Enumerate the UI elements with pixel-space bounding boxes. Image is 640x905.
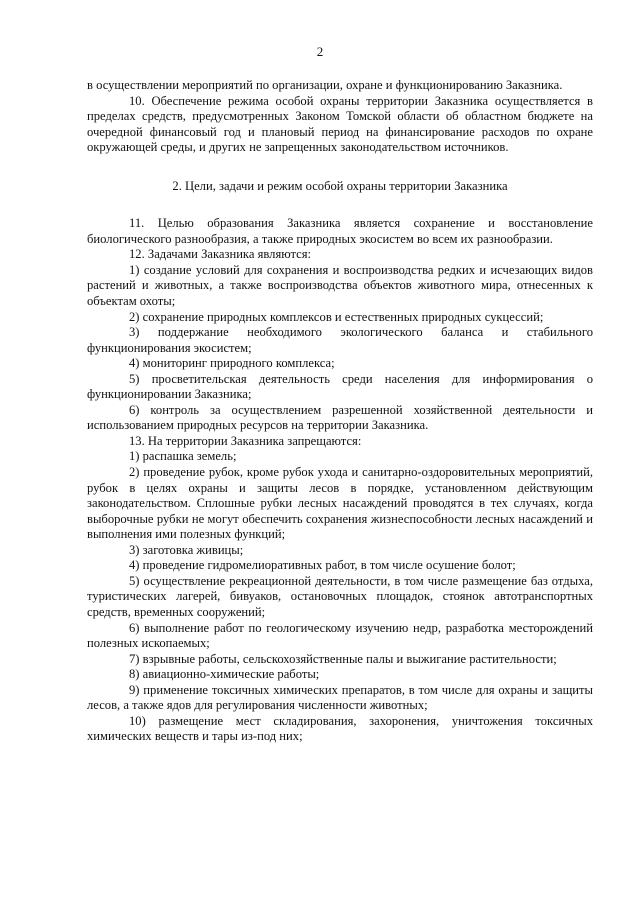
list-item-13-10: 10) размещение мест складирования, захоронения, уничтожения токсичных химических веществ и тары из-под них; [87, 713, 593, 744]
list-item-13-6: 6) выполнение работ по геологическому изучению недр, разработка месторождений полезных ископаемых; [87, 620, 593, 651]
list-item-13-1: 1) распашка земель; [129, 449, 237, 464]
list-item-13-4: 4) проведение гидромелиоративных работ, в том числе осушение болот; [129, 558, 516, 573]
paragraph-continuation: в осуществлении мероприятий по организации, охране и функционированию Заказника. [87, 78, 563, 92]
list-item-12-5: 5) просветительская деятельность среди населения для информирования о функционировании Заказника; [87, 371, 593, 402]
paragraph-10: 10. Обеспечение режима особой охраны территории Заказника осуществляется в пределах средств, предусмотренных Законом Томской области об областном бюджете на очередной финансовый год и плановый период на финансирование расходов по охране окружающей среды, и других не запрещенных законодательством источников. [87, 93, 593, 155]
page-number: 2 [316, 44, 324, 59]
list-item-13-8: 8) авиационно-химические работы; [129, 667, 320, 682]
list-item-12-4: 4) мониторинг природного комплекса; [129, 356, 335, 371]
paragraph-13: 13. На территории Заказника запрещаются: [129, 433, 362, 448]
list-item-13-3: 3) заготовка живицы; [129, 542, 244, 557]
document-body [87, 78, 593, 745]
list-item-13-5: 5) осуществление рекреационной деятельности, в том числе размещение баз отдыха, туристических лагерей, бивуаков, остановочных площадок, стоянок автотранспортных средств, временных сооружений; [87, 573, 593, 619]
list-item-13-7: 7) взрывные работы, сельскохозяйственные палы и выжигание растительности; [129, 651, 557, 666]
paragraph-11: 11. Целью образования Заказника является сохранение и восстановление биологического разнообразия, а также природных экосистем во всем их разнообразии. [87, 216, 593, 246]
section-heading: 2. Цели, задачи и режим особой охраны территории Заказника [172, 178, 508, 193]
paragraph-12: 12. Задачами Заказника являются: [129, 247, 312, 262]
list-item-12-3: 3) поддержание необходимого экологического баланса и стабильного функционирования экосистем; [87, 325, 593, 355]
list-item-12-6: 6) контроль за осуществлением разрешенной хозяйственной деятельности и использованием природных ресурсов на территории Заказника. [87, 402, 593, 433]
list-item-13-2: 2) проведение рубок, кроме рубок ухода и санитарно-оздоровительных мероприятий, рубок в целях охраны и защиты лесов в порядке, установленном действующим законодательством. Сплошные рубки лесных насаждений проводятся в тех случаях, когда выборочные рубки не могут обеспечить сохранения жизнеспособности лесных насаждений и выполнения ими полезных функций; [87, 465, 593, 542]
list-item-13-9: 9) применение токсичных химических препаратов, в том числе для охраны и защиты лесов, а также ядов для регулирования численности животных; [87, 682, 593, 713]
list-item-12-1: 1) создание условий для сохранения и воспроизводства редких и исчезающих видов растений и животных, а также воспроизводства объектов животного мира, отнесенных к объектам охоты; [87, 262, 593, 309]
list-item-12-2: 2) сохранение природных комплексов и естественных природных сукцессий; [129, 309, 544, 324]
